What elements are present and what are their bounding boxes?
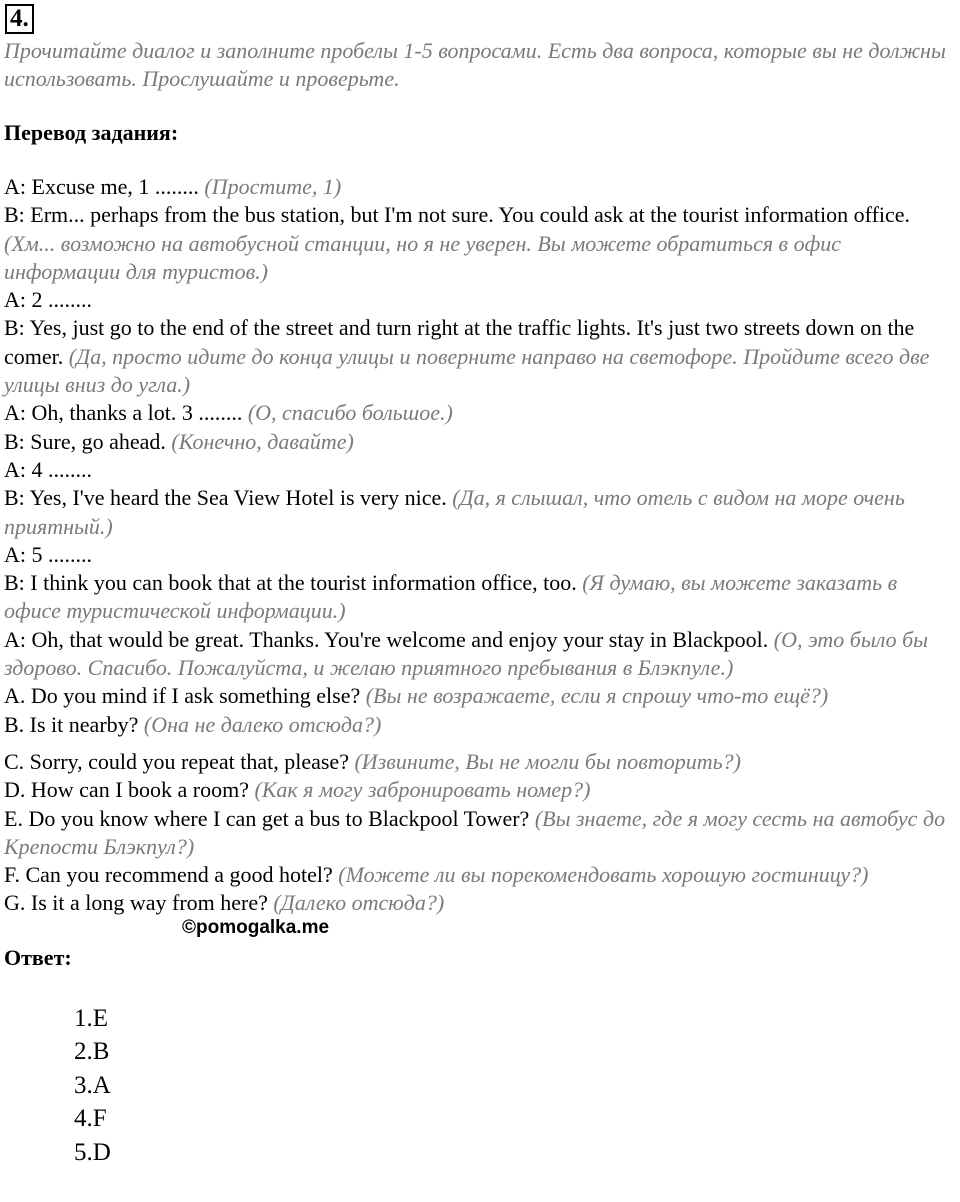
dialog-line: A: 4 ........ [4, 456, 92, 482]
exercise-number-box: 4. [5, 4, 34, 34]
option-e: E. Do you know where I can get a bus to Blackpool Tower? (Вы знаете, где я могу сесть на автобус до Крепости Блэкпул?) [4, 805, 946, 859]
dialog-line: B: Erm... perhaps from the bus station, but I'm not sure. You could ask at the tourist information office. (Хм... возможно на автобусной станции, но я не уверен. Вы можете обратиться в офис информации для туристов.) [4, 202, 911, 284]
options-list [4, 682, 956, 917]
option-g: G. Is it a long way from here? (Далеко отсюда?) [4, 890, 445, 916]
dialog-line: A: Excuse me, 1 ........ (Простите, 1) [4, 174, 342, 199]
answer-item: 1.E [74, 1004, 109, 1032]
answer-item: 3.A [74, 1071, 111, 1099]
dialog-line: B: Sure, go ahead. (Конечно, давайте) [4, 428, 354, 454]
dialog-line: B: I think you can book that at the tourist information office, too. (Я думаю, вы можете заказать в офисе туристической информации.) [4, 570, 898, 624]
answer-item: 5.D [74, 1138, 111, 1166]
answers-list [74, 1002, 956, 1170]
answer-item: 4.F [74, 1105, 107, 1133]
option-d: D. How can I book a room? (Как я могу забронировать номер?) [4, 777, 591, 803]
document-page [4, 4, 956, 1169]
dialog-line: B: Yes, just go to the end of the street and turn right at the traffic lights. It's just two streets down on the comer. (Да, просто идите до конца улицы и поверните направо на светофоре. Пройдите всего две улицы вниз до угла.) [4, 315, 930, 398]
dialog [4, 173, 956, 682]
dialog-line: A: Oh, thanks a lot. 3 ........ (О, спасибо большое.) [4, 400, 453, 426]
option-b: B. Is it nearby? (Она не далеко отсюда?) [4, 711, 382, 737]
answer-item: 2.B [74, 1038, 110, 1066]
dialog-line: B: Yes, I've heard the Sea View Hotel is very nice. (Да, я слышал, что отель с видом на море очень приятный.) [4, 485, 905, 539]
instruction-text: Прочитайте диалог и заполните пробелы 1-5 вопросами. Есть два вопроса, которые вы не должны использовать. Прослушайте и проверьте. [4, 38, 946, 91]
option-a: A. Do you mind if I ask something else? (Вы не возражаете, если я спрошу что-то ещё?) [4, 683, 829, 709]
exercise-number [4, 4, 956, 34]
option-c: C. Sorry, could you repeat that, please? (Извините, Вы не могли бы повторить?) [4, 748, 741, 774]
watermark: ©pomogalka.me [182, 916, 330, 938]
answer-heading: Ответ: [4, 944, 72, 970]
dialog-line: A: 2 ........ [4, 287, 92, 313]
dialog-line: A: Oh, that would be great. Thanks. You're welcome and enjoy your stay in Blackpool. (О, это было бы здорово. Спасибо. Пожалуйста, и желаю приятного пребывания в Блэкпуле.) [4, 626, 929, 681]
task-heading: Перевод задания: [4, 120, 179, 145]
dialog-line: A: 5 ........ [4, 541, 92, 567]
option-f: F. Can you recommend a good hotel? (Можете ли вы порекомендовать хорошую гостиницу?) [4, 862, 869, 888]
